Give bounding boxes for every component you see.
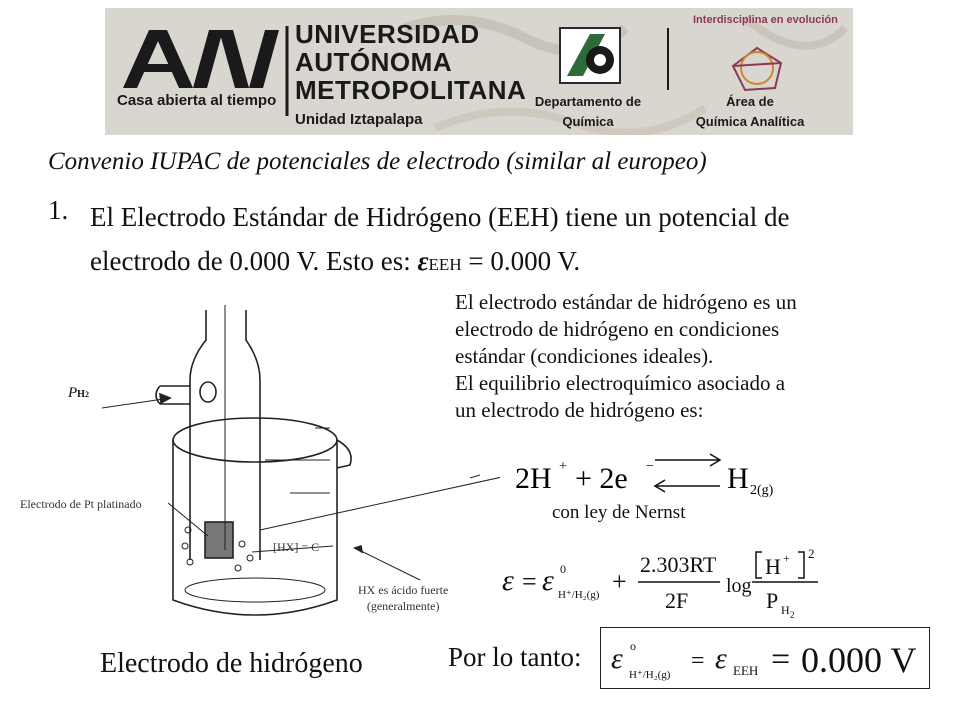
svg-text:+: + xyxy=(559,459,567,474)
figure-caption: Electrodo de hidrógeno xyxy=(100,648,363,679)
area-arc-text: Interdisciplina en evolución xyxy=(693,14,838,26)
nernst-label: con ley de Nernst xyxy=(552,502,686,523)
svg-text:ε: ε xyxy=(611,642,623,675)
conclusion-equation xyxy=(601,628,928,687)
nernst-equation xyxy=(500,540,830,622)
uam-logo-icon xyxy=(123,30,279,88)
slide-subtitle: Convenio IUPAC de potenciales de electrodo (similar al europeo) xyxy=(48,148,707,175)
epsilon-subscript: EEH xyxy=(428,255,462,274)
pressure-label: PH2 xyxy=(68,385,89,401)
svg-text:log: log xyxy=(726,575,752,597)
university-name: UNIVERSIDAD AUTÓNOMA METROPOLITANA xyxy=(295,19,527,105)
svg-text:0: 0 xyxy=(560,562,566,576)
svg-text:2H: 2H xyxy=(515,462,552,495)
point-number: 1. xyxy=(48,195,69,225)
header-banner xyxy=(105,8,853,135)
svg-text:=: = xyxy=(522,567,537,596)
university-unit: Unidad Iztapalapa xyxy=(295,111,423,128)
svg-text:EEH: EEH xyxy=(733,663,759,678)
svg-text:2: 2 xyxy=(808,546,815,561)
svg-text:ε: ε xyxy=(502,564,514,597)
svg-text:P: P xyxy=(766,588,779,613)
svg-text:o: o xyxy=(630,639,636,653)
svg-text:2.303RT: 2.303RT xyxy=(640,552,717,577)
area-logo-icon xyxy=(733,48,781,90)
svg-text:H: H xyxy=(781,603,790,617)
point-line-1: El Electrodo Estándar de Hidrógeno (EEH) tiene un potencial de xyxy=(90,202,790,232)
acid-label: HX es ácido fuerte (generalmente) xyxy=(358,583,449,613)
svg-text:+: + xyxy=(612,567,627,596)
svg-text:+: + xyxy=(783,551,790,565)
svg-text:ε: ε xyxy=(542,564,554,597)
university-slogan: Casa abierta al tiempo xyxy=(117,92,277,109)
conclusion-label: Por lo tanto: xyxy=(448,642,582,672)
svg-text:=: = xyxy=(691,648,705,674)
point-line-2: electrodo de 0.000 V. Esto es: εEEH = 0.000 V. xyxy=(90,246,581,276)
svg-text:H⁺/H₂(g): H⁺/H₂(g) xyxy=(558,589,600,601)
conclusion-box xyxy=(600,627,930,689)
department-label: Departamento de Química xyxy=(534,94,642,129)
svg-text:+ 2e: + 2e xyxy=(575,462,628,495)
area-label: Área de Química Analítica xyxy=(695,94,805,129)
department-logo-icon xyxy=(560,28,620,83)
svg-text:−: − xyxy=(646,459,654,474)
svg-text:=: = xyxy=(771,641,791,678)
svg-text:2(g): 2(g) xyxy=(750,483,774,498)
svg-text:H⁺/H₂(g): H⁺/H₂(g) xyxy=(629,669,671,681)
epsilon-symbol: ε xyxy=(417,246,429,276)
platinum-electrode xyxy=(205,522,233,558)
svg-text:H: H xyxy=(765,554,781,579)
platinum-electrode-label: Electrodo de Pt platinado xyxy=(20,497,142,511)
svg-text:0.000 V: 0.000 V xyxy=(801,640,917,680)
point-text xyxy=(90,195,940,287)
svg-text:2F: 2F xyxy=(665,588,689,613)
description: El electrodo estándar de hidrógeno es un electrodo de hidrógeno en condiciones estándar (condiciones ideales). El equilibrio electroquímico asociado a un electrodo de hidrógeno es: xyxy=(455,290,797,422)
beaker-rim xyxy=(173,418,337,462)
svg-text:ε: ε xyxy=(715,642,727,675)
svg-text:2: 2 xyxy=(790,610,795,620)
svg-text:H: H xyxy=(727,462,749,495)
concentration-label: [HX] = C xyxy=(273,540,320,554)
arrow-tip-icon xyxy=(470,470,480,480)
reaction-equation xyxy=(505,448,805,503)
equilibrium-arrows-icon xyxy=(655,454,720,492)
